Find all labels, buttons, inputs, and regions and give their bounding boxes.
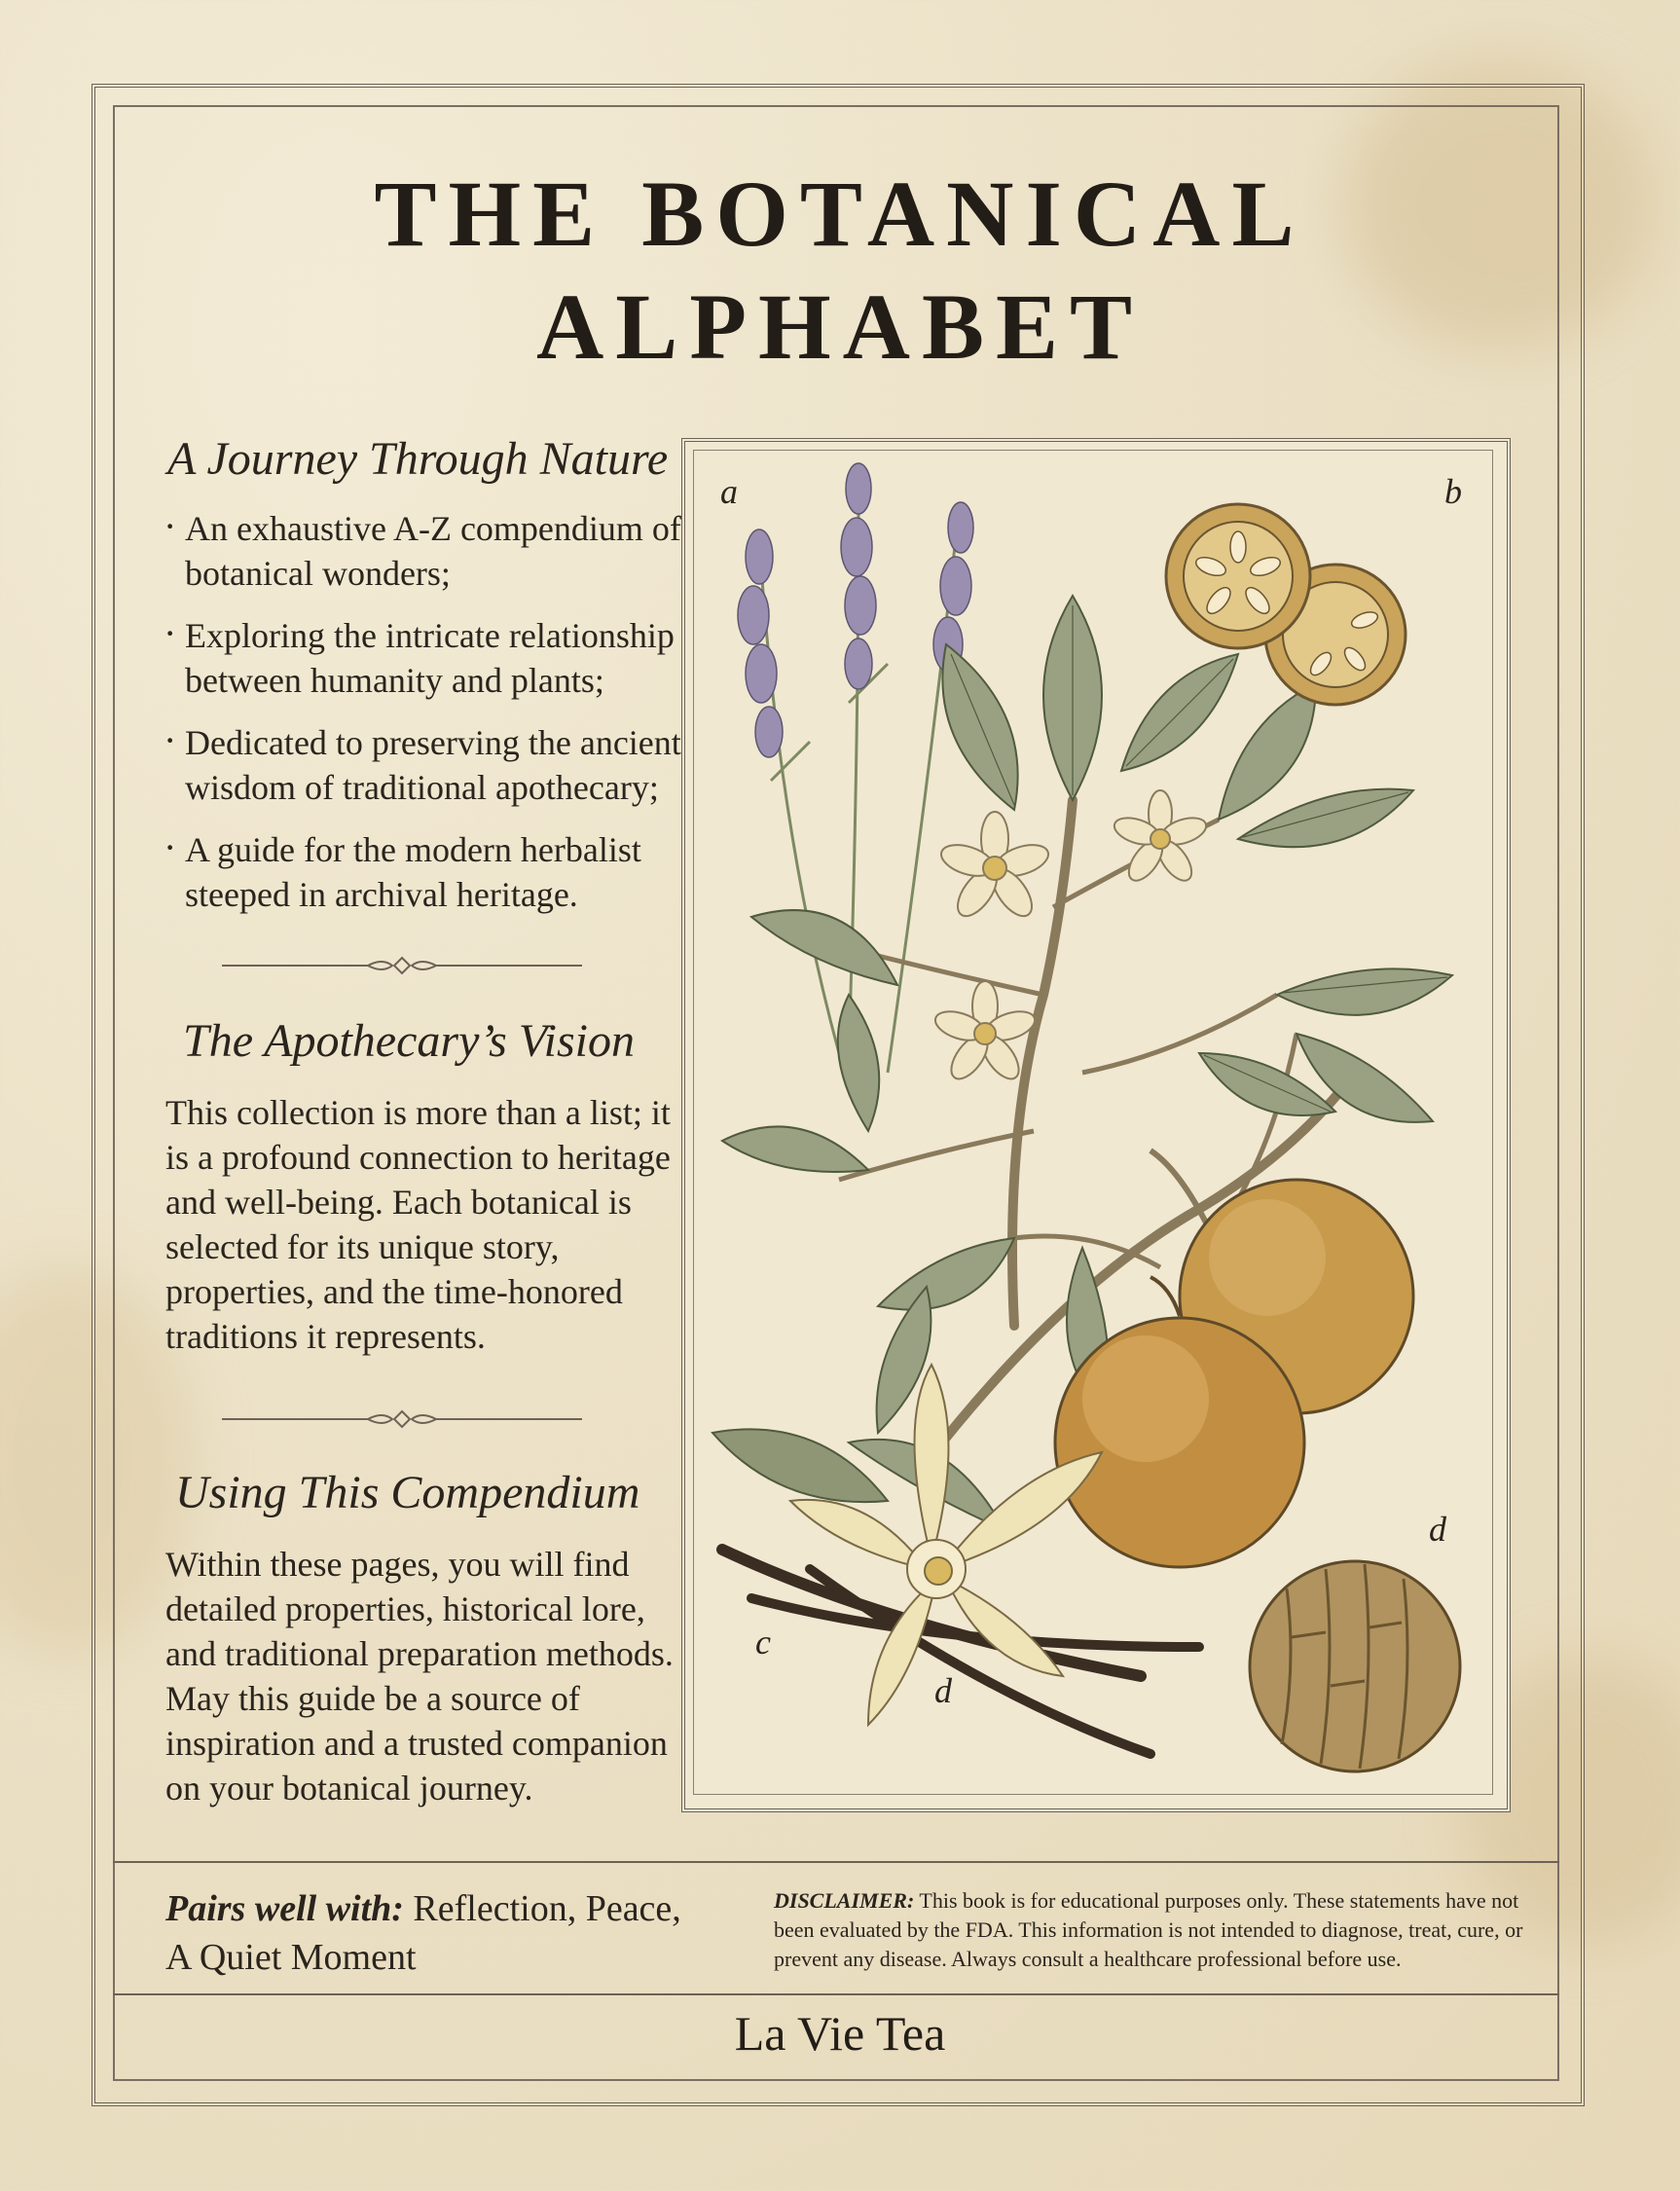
label-d-vanilla: d [934, 1671, 952, 1710]
botanical-illustration [693, 450, 1491, 1793]
page-title-line-1: THE BOTANICAL [374, 162, 1306, 266]
vision-text: This collection is more than a list; it is a profound connection to heritage and well-being. Each botanical is selected for its unique story, properties, and the time-honored traditions it represents. [165, 1093, 671, 1356]
bark-sample [1250, 1561, 1460, 1771]
using-text: Within these pages, you will find detailed properties, historical lore, and traditional preparation methods. May this guide be a source of inspiration and a trusted companion on your botanical journey. [165, 1545, 674, 1808]
oranges [1055, 1150, 1413, 1567]
pairs-label: Pairs well with: [165, 1888, 404, 1929]
vision-heading: The Apothecary’s Vision [183, 1015, 635, 1067]
footer-divider-bottom [113, 1993, 1559, 1995]
list-item: · An exhaustive A-Z compendium of botanical wonders; [164, 506, 689, 596]
list-item: · A guide for the modern herbalist steeped in archival heritage. [164, 827, 689, 917]
brand-name: La Vie Tea [734, 2006, 946, 2061]
label-c: c [755, 1623, 771, 1662]
journey-heading: A Journey Through Nature [167, 433, 669, 485]
ornament-divider [222, 1407, 582, 1431]
pairs-well-with [165, 1884, 711, 1982]
label-a: a [720, 472, 738, 511]
disclaimer [774, 1886, 1533, 1974]
using-heading: Using This Compendium [175, 1467, 640, 1518]
page-title-line-2: ALPHABET [535, 274, 1145, 379]
pairs-value: Reflection, Peace, A Quiet Moment [165, 1888, 681, 1978]
disclaimer-label: DISCLAIMER: [774, 1888, 915, 1913]
label-b: b [1444, 472, 1462, 511]
label-d-bark: d [1429, 1510, 1446, 1549]
disclaimer-text: This book is for educational purposes only. These statements have not been evaluated by the FDA. This information is not intended to diagnose, treat, cure, or prevent any disease. Always consult a healthcare professional before use. [774, 1888, 1523, 1971]
list-item: · Dedicated to preserving the ancient wisdom of traditional apothecary; [164, 720, 689, 810]
list-item: · Exploring the intricate relationship between humanity and plants; [164, 613, 689, 703]
ornament-divider [222, 954, 582, 977]
journey-list [164, 506, 689, 934]
footer-divider-top [113, 1861, 1559, 1863]
